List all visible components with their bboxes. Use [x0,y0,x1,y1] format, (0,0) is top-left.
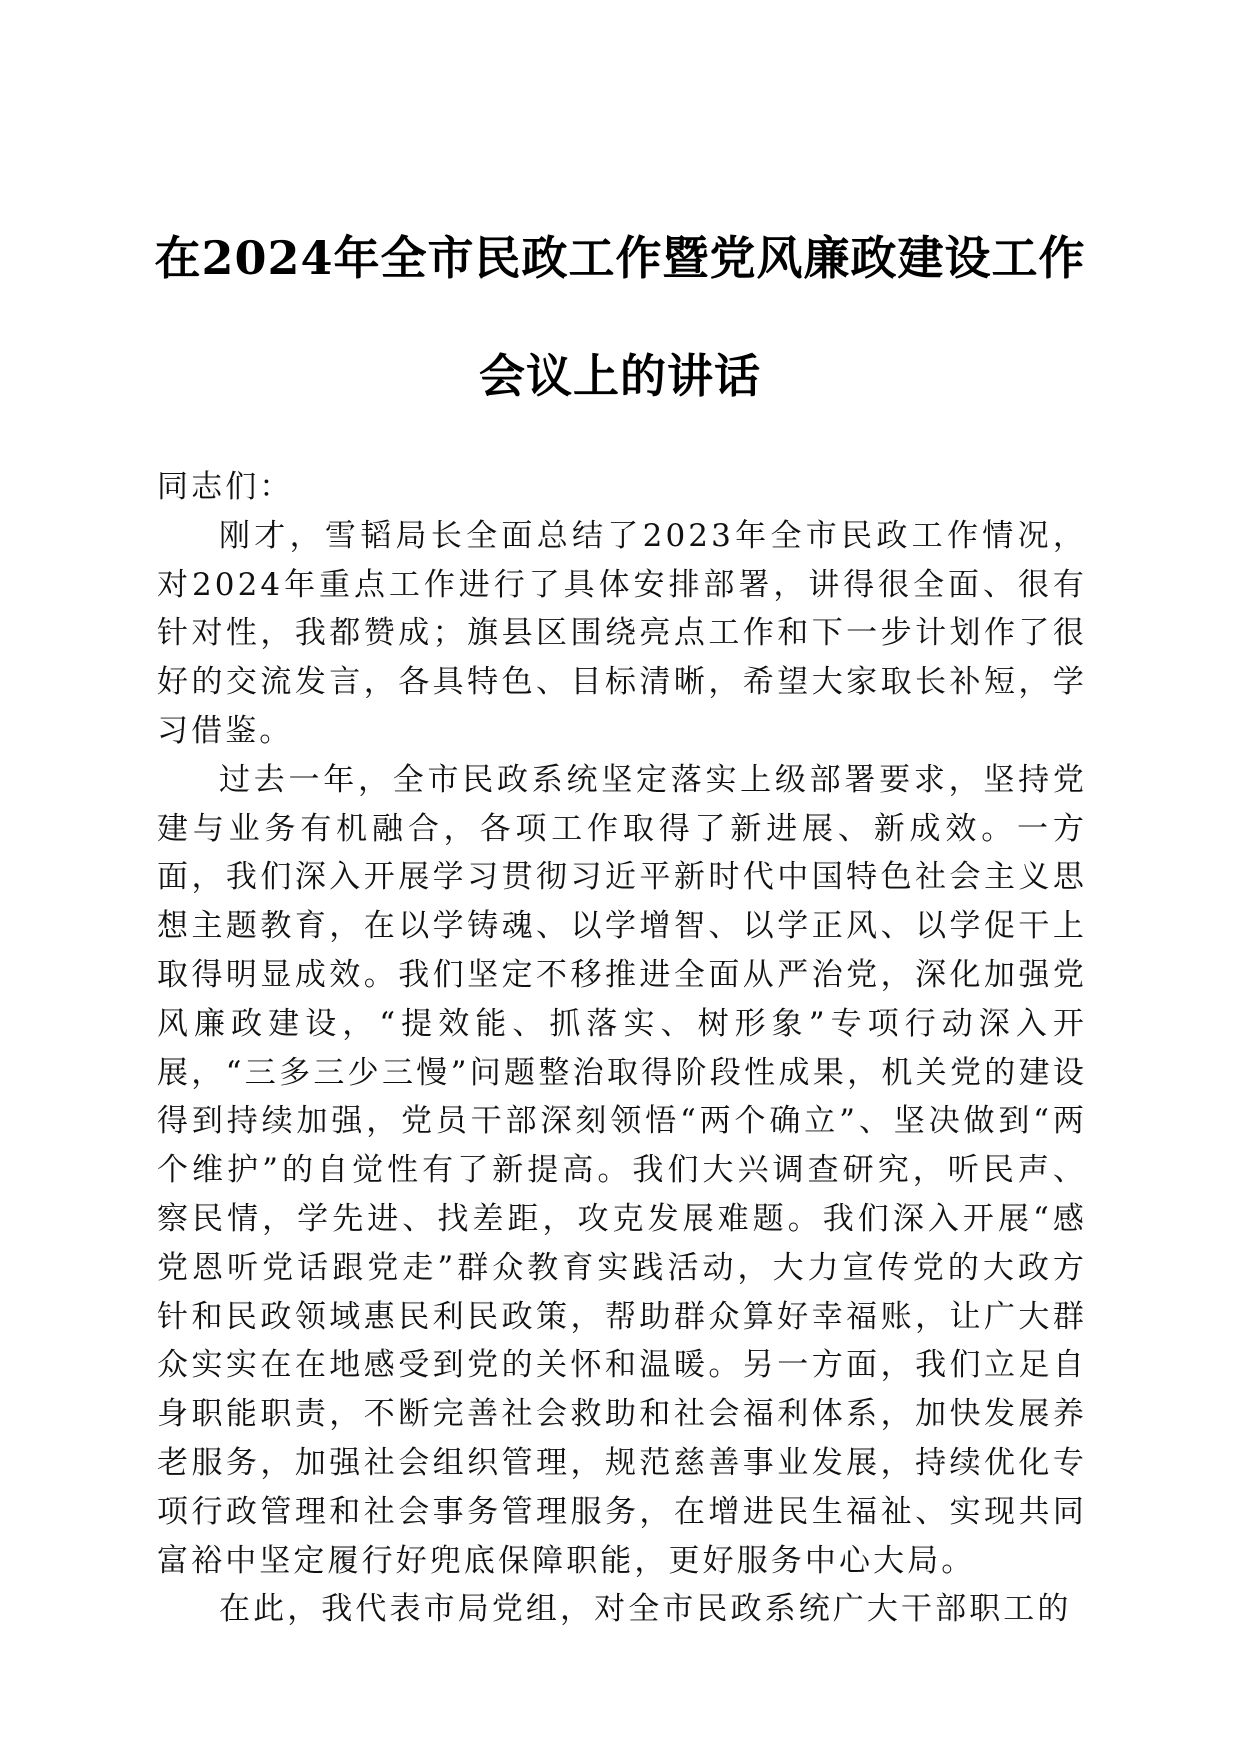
salutation: 同志们： [157,469,294,505]
document-title-line-1: 在2024年全市民政工作暨党风廉政建设工作 [154,231,1086,285]
document-title-line-2: 会议上的讲话 [479,349,761,403]
document-body [157,463,1087,1634]
paragraph-1: 刚才，雪韬局长全面总结了2023年全市民政工作情况，对2024年重点工作进行了具体安排部署，讲得很全面、很有针对性，我都赞成；旗县区围绕亮点工作和下一步计划作了很好的交流发言，各具特色、目标清晰，希望大家取长补短，学习借鉴。 [157,517,1087,749]
paragraph-2: 过去一年，全市民政系统坚定落实上级部署要求，坚持党建与业务有机融合，各项工作取得了新进展、新成效。一方面，我们深入开展学习贯彻习近平新时代中国特色社会主义思想主题教育，在以学铸魂、以学增智、以学正风、以学促干上取得明显成效。我们坚定不移推进全面从严治党，深化加强党风廉政建设，“提效能、抓落实、树形象”专项行动深入开展，“三多三少三慢”问题整治取得阶段性成果，机关党的建设得到持续加强，党员干部深刻领悟“两个确立”、坚决做到“两个维护”的自觉性有了新提高。我们大兴调查研究，听民声、察民情，学先进、找差距，攻克发展难题。我们深入开展“感党恩听党话跟党走”群众教育实践活动，大力宣传党的大政方针和民政领域惠民利民政策，帮助群众算好幸福账，让广大群众实实在在地感受到党的关怀和温暖。另一方面，我们立足自身职能职责，不断完善社会救助和社会福利体系，加快发展养老服务，加强社会组织管理，规范慈善事业发展，持续优化专项行政管理和社会事务管理服务，在增进民生福祉、实现共同富裕中坚定履行好兜底保障职能，更好服务中心大局。 [157,761,1087,1579]
paragraph-3: 在此，我代表市局党组，对全市民政系统广大干部职工的 [219,1591,1072,1628]
